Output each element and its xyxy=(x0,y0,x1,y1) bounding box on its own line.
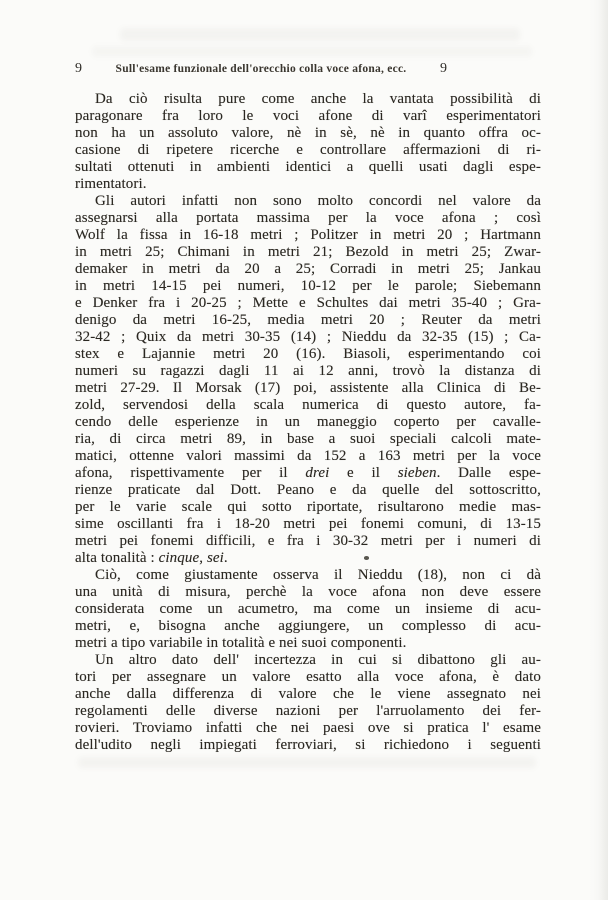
text-line: una unità di misura, perchè la voce afona non deve essere xyxy=(75,584,541,600)
text-line: dell'udito negli impiegati ferroviari, si richiedono i seguenti xyxy=(75,737,541,753)
text-line: afona, rispettivamente per il drei e il sieben. Dalle espe- xyxy=(75,465,541,481)
text-line: metri 27-29. Il Morsak (17) poi, assistente alla Clinica di Be- xyxy=(75,380,541,396)
page-number-right: 9 xyxy=(440,61,447,76)
text-line: in metri 25; Chimani in metri 21; Bezold in metri 25; Zwar- xyxy=(75,244,541,260)
text-block xyxy=(75,91,541,754)
paragraph xyxy=(75,567,541,652)
text-line: 32-42 ; Quix da metri 30-35 (14) ; Nieddu da 32-35 (15) ; Ca- xyxy=(75,329,541,345)
text-line: alta tonalità : cinque, sei. xyxy=(75,550,228,566)
text-line: considerata come un acumetro, ma come un insieme di acu- xyxy=(75,601,541,617)
page-number-left: 9 xyxy=(75,61,82,76)
text-line: metri pei fonemi difficili, e fra i 30-32 metri per i numeri di xyxy=(75,533,541,549)
bleed-through-artifact xyxy=(120,28,520,41)
text-line: Ciò, come giustamente osserva il Nieddu (18), non ci dà xyxy=(95,567,541,583)
bleed-through-artifact xyxy=(92,46,532,57)
text-line: Da ciò risulta pure come anche la vantata possibilità di xyxy=(95,91,541,107)
text-line: assegnarsi alla portata massima per la voce afona ; così xyxy=(75,210,541,226)
text-line: matici, ottenne valori massimi da 152 a 163 metri per la voce xyxy=(75,448,541,464)
text-line: ria, di circa metri 89, in base a suoi speciali calcoli mate- xyxy=(75,431,541,447)
ink-speck-artifact xyxy=(364,556,369,560)
text-line: rimentatori. xyxy=(75,176,147,192)
paragraph xyxy=(75,91,541,193)
text-line: cendo delle esperienze in un maneggio coperto per cavalle- xyxy=(75,414,541,430)
bleed-through-artifact xyxy=(78,757,536,768)
paragraph xyxy=(75,652,541,754)
text-line: Wolf la fissa in 16-18 metri ; Politzer in metri 20 ; Hartmann xyxy=(75,227,541,243)
text-line: non ha un assoluto valore, nè in sè, nè in quanto offra oc- xyxy=(75,125,541,141)
text-line: metri, e, bisogna anche aggiungere, un complesso di acu- xyxy=(75,618,541,634)
running-title: Sull'esame funzionale dell'orecchio colla voce afona, ecc. xyxy=(115,63,407,75)
text-line: regolamenti delle diverse nazioni per l'arruolamento dei fer- xyxy=(75,703,541,719)
text-line: rovieri. Troviamo infatti che nei paesi ove si pratica l' esame xyxy=(75,720,541,736)
text-line: sime oscillanti fra i 18-20 metri pei fonemi comuni, di 13-15 xyxy=(75,516,541,532)
text-line: denigo da metri 16-25, media metri 20 ; Reuter da metri xyxy=(75,312,541,328)
paragraph xyxy=(75,193,541,567)
text-line: per le varie scale qui sotto riportate, risultarono medie mas- xyxy=(75,499,541,515)
text-line: in metri 14-15 pei numeri, 10-12 per le parole; Siebemann xyxy=(75,278,541,294)
text-line: demaker in metri da 20 a 25; Corradi in metri 25; Jankau xyxy=(75,261,541,277)
text-line: e Denker fra i 20-25 ; Mette e Schultes dai metri 35-40 ; Gra- xyxy=(75,295,541,311)
text-line: Gli autori infatti non sono molto concordi nel valore da xyxy=(95,193,541,209)
running-header xyxy=(75,61,447,77)
text-line: casione di ripetere ricerche e controllare affermazioni di ri- xyxy=(75,142,541,158)
text-line: zold, servendosi della scala numerica di questo autore, fa- xyxy=(75,397,541,413)
text-line: anche dalla differenza di valore che le viene assegnato nei xyxy=(75,686,541,702)
text-line: paragonare fra loro le voci afone di varî esperimentatori xyxy=(75,108,541,124)
scan-edge-shading xyxy=(598,0,608,900)
text-line: sultati ottenuti in ambienti identici a quelli usati dagli espe- xyxy=(75,159,541,175)
text-line: Un altro dato dell' incertezza in cui si dibattono gli au- xyxy=(95,652,541,668)
text-line: numeri su ragazzi dagli 11 ai 12 anni, trovò la distanza di xyxy=(75,363,541,379)
text-line: metri a tipo variabile in totalità e nei suoi componenti. xyxy=(75,635,407,651)
text-line: stex e Lajannie metri 20 (16). Biasoli, esperimentando coi xyxy=(75,346,541,362)
text-line: rienze praticate dal Dott. Peano e da quelle del sottoscritto, xyxy=(75,482,541,498)
text-line: tori per assegnare un valore esatto alla voce afona, è dato xyxy=(75,669,541,685)
